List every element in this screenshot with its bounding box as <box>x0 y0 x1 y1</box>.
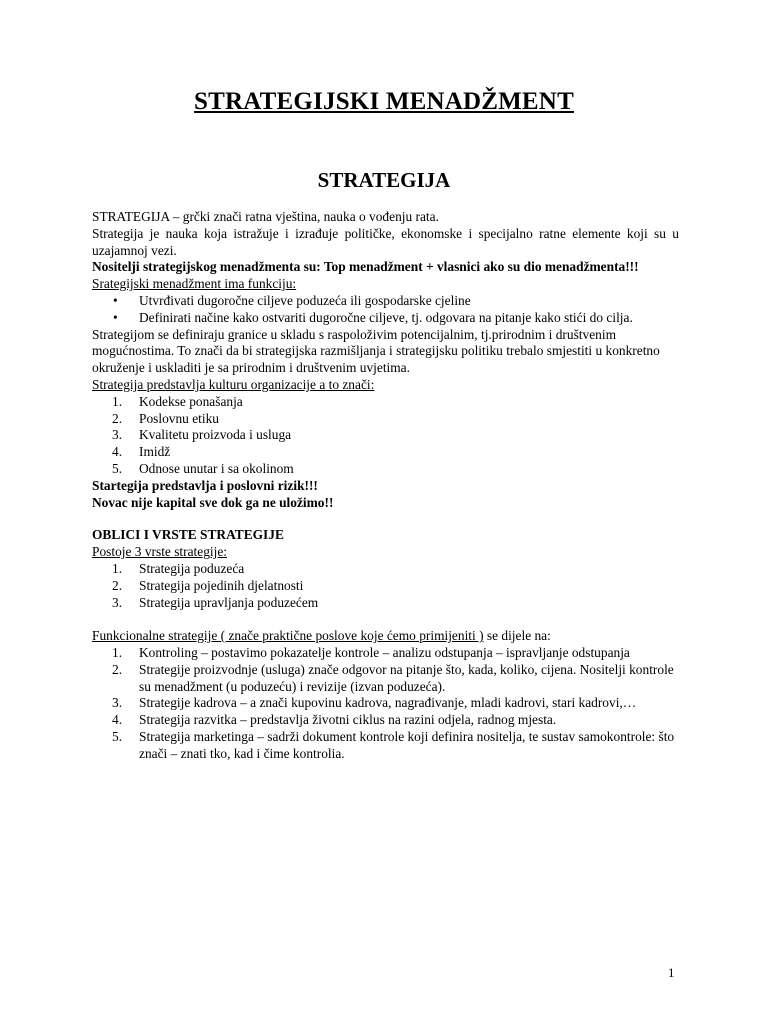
list-item-text: Poslovnu etiku <box>139 410 219 426</box>
list-item <box>92 695 679 712</box>
functions-list <box>92 293 679 327</box>
list-item-text: Strategija upravljanja poduzećem <box>139 594 319 610</box>
list-item <box>92 427 679 444</box>
document-title: STRATEGIJSKI MENADŽMENT <box>194 88 574 115</box>
types-heading: Postoje 3 vrste strategije: <box>92 544 227 560</box>
list-item <box>92 729 679 763</box>
list-item-text: Odnose unutar i sa okolinom <box>139 460 294 476</box>
strategy-science-paragraph: Strategija je nauka koja istražuje i izrađuje političke, ekonomske i specijalno ratne elemente koji su u uzajamnoj vezi. <box>92 225 679 258</box>
list-item <box>92 461 679 478</box>
functional-heading-rest: se dijele na: <box>483 628 551 644</box>
strategy-definition: STRATEGIJA – grčki znači ratna vještina, nauka o vođenju rata. <box>92 209 439 224</box>
list-number: 1. <box>112 560 123 576</box>
page-number: 1 <box>668 965 675 980</box>
list-number: 1. <box>112 393 123 409</box>
list-number: 5. <box>112 728 123 744</box>
list-item: • Utvrđivati dugoročne ciljeve poduzeća ili gospodarske cjeline <box>92 293 679 310</box>
list-item <box>92 444 679 461</box>
list-item <box>92 662 679 696</box>
list-number: 2. <box>112 661 123 677</box>
list-number: 3. <box>112 594 123 610</box>
functions-heading: Srategijski menadžment ima funkciju: <box>92 276 297 292</box>
list-number: 3. <box>112 695 123 711</box>
functional-heading-underlined: Funkcionalne strategije ( znače praktične poslove koje ćemo primijeniti ) <box>92 628 484 644</box>
list-number: 5. <box>112 460 123 476</box>
risk-statement: Startegija predstavlja i poslovni rizik!!! <box>92 477 318 493</box>
list-item-text: Imidž <box>139 444 171 460</box>
defining-paragraph: Strategijom se definiraju granice u skladu s raspoloživim potencijalnim, tj.prirodnim i društvenim mogućnostima. To znači da bi strategijska razmišljanja i strategijsku politiku trebalo smjestiti u konkretno okruženje i uskladiti je sa prirodnim i društvenim uvjetima. <box>92 326 660 376</box>
list-item-text: Strategije kadrova – a znači kupovinu kadrova, nagrađivanje, mladi kadrovi, stari kadrovi,… <box>139 695 637 711</box>
list-item-text: Kvalitetu proizvoda i usluga <box>139 427 292 443</box>
document-subtitle: STRATEGIJA <box>317 168 451 192</box>
list-number: 1. <box>112 644 123 660</box>
functional-heading <box>92 628 679 645</box>
list-item <box>92 645 679 662</box>
list-item-text: Strategije proizvodnje (usluga) znače odgovor na pitanje što, kada, koliko, cijena. Nositelji kontrole su menadžment (u poduzeću) i revizije (izvan poduzeća). <box>139 661 674 694</box>
capital-statement: Novac nije kapital sve dok ga ne uložimo!! <box>92 494 334 510</box>
list-number: 2. <box>112 577 123 593</box>
culture-list <box>92 394 679 478</box>
section-heading-forms: OBLICI I VRSTE STRATEGIJE <box>92 527 284 543</box>
list-item-text: Kontroling – postavimo pokazatelje kontrole – analizu odstupanja – ispravljanje odstupanja <box>139 644 630 660</box>
list-number: 3. <box>112 427 123 443</box>
list-item-text: Strategija marketinga – sadrži dokument kontrole koji definira nositelja, te sustav samokontrole: što znači – znati tko, kad i čime kontrolia. <box>139 728 675 761</box>
list-item: • Definirati načine kako ostvariti dugoročne ciljeve, tj. odgovara na pitanje kako stići do cilja. <box>92 310 679 327</box>
bearers-statement: Nositelji strategijskog menadžmenta su: Top menadžment + vlasnici ako su dio menadžmenta!!! <box>92 259 639 275</box>
culture-heading: Strategija predstavlja kulturu organizacije a to znači: <box>92 376 375 392</box>
document-body <box>92 209 679 763</box>
list-item <box>92 578 679 595</box>
list-number: 4. <box>112 444 123 460</box>
list-item <box>92 561 679 578</box>
list-number: 2. <box>112 410 123 426</box>
list-item-text: Kodekse ponašanja <box>139 393 243 409</box>
list-item-text: Strategija razvitka – predstavlja životni ciklus na razini odjela, radnog mjesta. <box>139 712 557 728</box>
list-item <box>92 595 679 612</box>
list-item <box>92 411 679 428</box>
functional-list <box>92 645 679 763</box>
list-item-text: Strategija pojedinih djelatnosti <box>139 577 304 593</box>
list-item <box>92 394 679 411</box>
list-item-text: Strategija poduzeća <box>139 560 245 576</box>
list-number: 4. <box>112 712 123 728</box>
list-item <box>92 712 679 729</box>
types-list <box>92 561 679 611</box>
spacer <box>92 611 679 628</box>
